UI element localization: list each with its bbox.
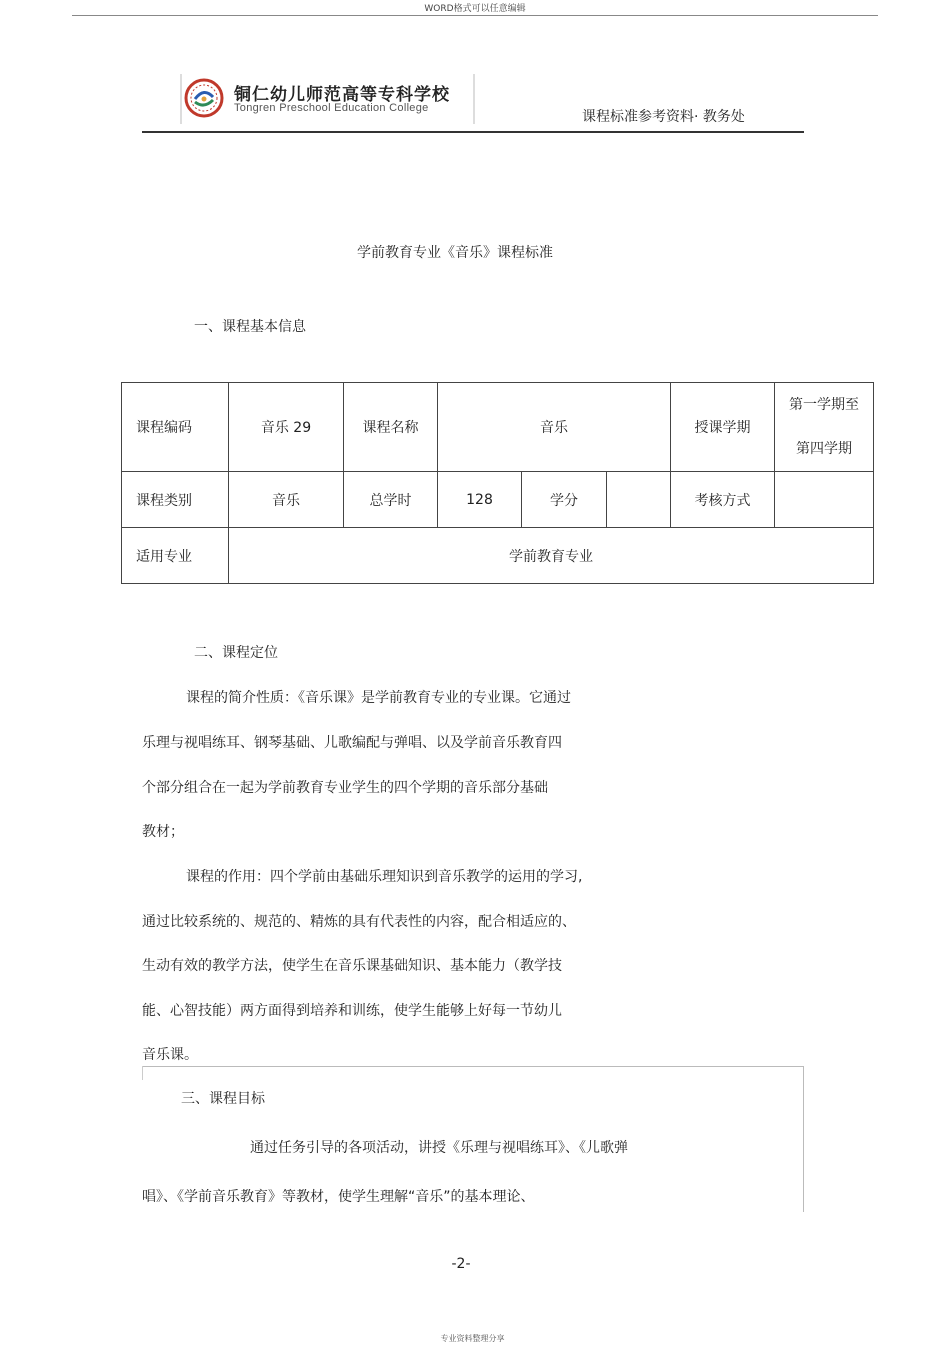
total-hours-label: 总学时 — [344, 472, 438, 528]
course-info-table — [121, 382, 874, 584]
page-number: -2- — [451, 1256, 471, 1272]
table-row — [122, 472, 874, 528]
paragraph-line: 能、心智技能）两方面得到培养和训练，使学生能够上好每一节幼儿 — [142, 1003, 562, 1019]
paragraph-line: 课程的简介性质：《音乐课》是学前教育专业的专业课。它通过 — [186, 690, 571, 706]
paragraph-line: 课程的作用：四个学前由基础乐理知识到音乐教学的运用的学习, — [186, 869, 583, 885]
header-rule — [142, 131, 804, 133]
course-type-label: 课程类别 — [122, 472, 229, 528]
exam-method-value — [775, 472, 874, 528]
section-box-right-rule — [803, 1066, 804, 1212]
top-rule — [72, 15, 878, 16]
exam-method-label: 考核方式 — [671, 472, 775, 528]
course-code-value: 音乐 29 — [229, 383, 344, 472]
applicable-major-label: 适用专业 — [122, 528, 229, 584]
teaching-term-end: 第四学期 — [796, 441, 853, 457]
course-name-label: 课程名称 — [344, 383, 438, 472]
paragraph-line: 音乐课。 — [142, 1047, 198, 1063]
footer-note: 专业资料整理分享 — [440, 1334, 505, 1343]
course-type-value: 音乐 — [229, 472, 344, 528]
total-hours-value: 128 — [438, 472, 522, 528]
paragraph-line: 通过任务引导的各项活动，讲授《乐理与视唱练耳》、《儿歌弹 — [250, 1140, 628, 1156]
top-note: WORD格式可以任意编辑 — [424, 4, 526, 14]
paragraph-line: 生动有效的教学方法，使学生在音乐课基础知识、基本能力（教学技 — [142, 958, 562, 974]
course-code-label: 课程编码 — [122, 383, 229, 472]
paragraph-line: 唱》、《学前音乐教育》等教材，使学生理解“音乐”的基本理论、 — [142, 1189, 535, 1205]
table-row — [122, 383, 874, 472]
paragraph-line: 通过比较系统的、规范的、精炼的具有代表性的内容，配合相适应的、 — [142, 914, 576, 930]
section-box-left-rule — [142, 1066, 143, 1080]
logo-english-name: Tongren Preschool Education College — [234, 102, 429, 114]
logo-chinese-name: 铜仁幼儿师范高等专科学校 — [234, 85, 450, 105]
credit-value — [607, 472, 671, 528]
section-1-heading: 一、课程基本信息 — [194, 319, 306, 335]
header-caption: 课程标准参考资料· 教务处 — [582, 109, 745, 125]
teaching-term-start: 第一学期至 — [789, 397, 860, 413]
college-logo — [180, 74, 475, 124]
teaching-term-value — [775, 383, 874, 472]
credit-label: 学分 — [522, 472, 607, 528]
applicable-major-value: 学前教育专业 — [229, 528, 874, 584]
college-emblem-icon — [184, 78, 224, 118]
logo-frame-right — [473, 74, 475, 124]
teaching-term-label: 授课学期 — [671, 383, 775, 472]
paragraph-line: 教材； — [142, 824, 184, 840]
paragraph-line: 个部分组合在一起为学前教育专业学生的四个学期的音乐部分基础 — [142, 780, 548, 796]
section-3-heading: 三、课程目标 — [181, 1091, 265, 1107]
section-box-top-rule — [142, 1066, 804, 1067]
section-2-heading: 二、课程定位 — [194, 645, 278, 661]
document-title: 学前教育专业《音乐》课程标准 — [357, 245, 553, 261]
course-name-value: 音乐 — [438, 383, 671, 472]
logo-frame-left — [180, 74, 182, 124]
table-row — [122, 528, 874, 584]
paragraph-line: 乐理与视唱练耳、钢琴基础、儿歌编配与弹唱、以及学前音乐教育四 — [142, 735, 562, 751]
